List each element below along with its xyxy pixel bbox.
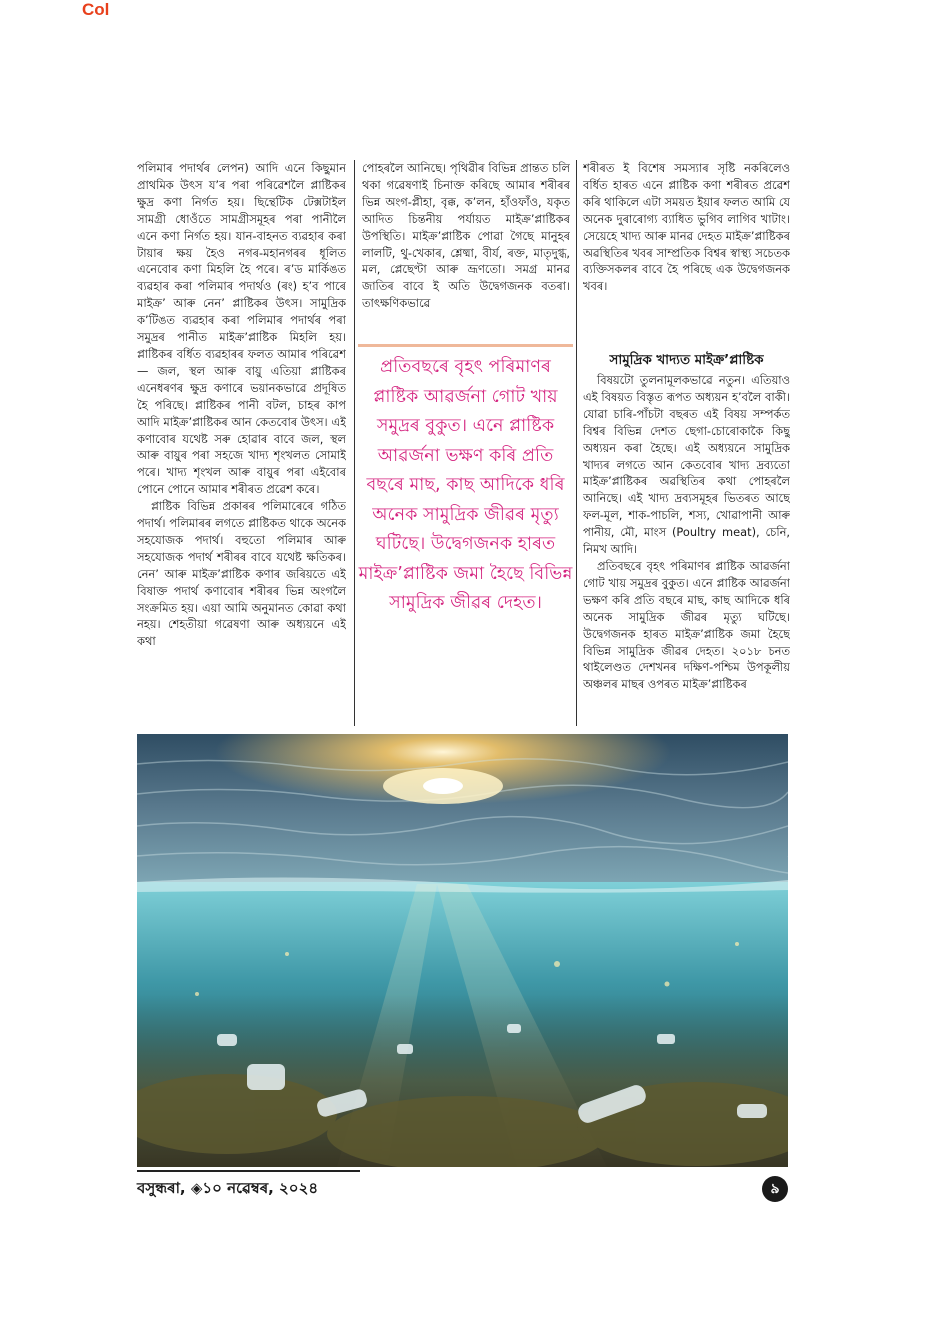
column-divider (576, 160, 577, 726)
corner-tag: Col (82, 0, 110, 19)
article-column-1 (137, 160, 346, 726)
column3-paragraph-1: শৰীৰত ই বিশেষ সমস্যাৰ সৃষ্টি নকৰিলেও বৰ্ধিত হাৰত এনে প্লাষ্টিক কণা শৰীৰত প্ৰৱেশ কৰি থাকিলে এটা সময়ত ইয়াৰ ফলত আমি যে অনেক দুৰাৰোগ্য ব্যাধিত ভুগিব লাগিব খাটাং। সেয়েহে খাদ্য আৰু মানৱ দেহত মাইক্ৰ’প্লাষ্টিকৰ অৱস্থিতিৰ খবৰ সাম্প্ৰতিক বিশ্বৰ স্বাস্থ্য সচেতক ব্যক্তিসকলৰ বাবে হৈ পৰিছে এক উদ্বেগজনক খবৰ। (583, 161, 790, 294)
column1-paragraph-1: পলিমাৰ পদাৰ্থৰ লেপন) আদি এনে কিছুমান প্ৰাথমিক উৎস য’ৰ পৰা পৰিৱেশলৈ প্লাষ্টিকৰ ক্ষুদ্ৰ কণা নিৰ্গত হয়। ছিন্থেটিক টেক্সটাইল সামগ্ৰী ধোওঁতে সামগ্ৰীসমূহৰ পৰা পানীলৈ এনে কণা নিৰ্গত হয়। যান-বাহনত ব্যৱহাৰ কৰা টায়াৰ ক্ষয় হৈও নগৰ-মহানগৰৰ ধূলিত এনেবোৰ কণা মিহলি হৈ পৰে। ৰ’ড মাৰ্কিঙত ব্যৱহাৰ কৰা পলিমাৰ পদাৰ্থও (ৰং) হ’ব পাৰে মাইক্ৰ’ আৰু নেন’ প্লাষ্টিকৰ উৎস। সামুদ্ৰিক ক’টিঙত ব্যৱহাৰ কৰা পলিমাৰ পদাৰ্থৰ পৰা সমুদ্ৰৰ পানীত মাইক্ৰ’প্লাষ্টিক মিহলি হয়। প্লাষ্টিকৰ বৰ্ধিত ব্যৱহাৰৰ ফলত আমাৰ পৰিৱেশ— জল, স্থল আৰু বায়ু এতিয়া প্লাষ্টিকৰ এনেধৰণৰ ক্ষুদ্ৰ কণাৰে ভয়ানকভাৱে প্ৰদূষিত হৈ পৰিছে। প্লাষ্টিকৰ পানী বটল, চাহৰ কাপ আদি মাইক্ৰ’প্লাষ্টিকৰ আন কেতবোৰ উৎস। এই কণাবোৰ যথেষ্ট সৰু হোৱাৰ বাবে জল, স্থল আৰু বায়ুৰ পৰা সহজে খাদ্য শৃংখলত সোমাই পৰে। খাদ্য শৃংখল আৰু বায়ুৰ পৰা এইবোৰ পোনে পোনে আমাৰ শৰীৰত প্ৰৱেশ কৰে। (137, 161, 346, 497)
column2-paragraph-1: পোহৰলৈ আনিছে। পৃথিৱীৰ বিভিন্ন প্ৰান্তত চলি থকা গৱেষণাই চিনাক্ত কৰিছে আমাৰ শৰীৰৰ ভিন্ন অংগ-প্লীহা, বৃক্ক, ক’লন, হাঁওফাঁও, যকৃত আদিত চিন্তনীয় পৰ্যায়ত মাইক্ৰ’প্লাষ্টিকৰ উপস্থিতি। মাইক্ৰ’প্লাষ্টিক পোৱা গৈছে মানুহৰ লালটি, থু-খেকাৰ, শ্লেষ্মা, বীৰ্য, ৰক্ত, মাতৃদুগ্ধ, মল, প্লেছেণ্টা আৰু ভ্ৰূণতো। সমগ্ৰ মানৱ জাতিৰ বাবে ই অতি উদ্বেগজনক বতৰা। তাৎক্ষণিকভাৱে (362, 161, 570, 311)
footer-rule (137, 1170, 360, 1172)
article-column-4 (583, 351, 790, 721)
page-number: ৯ (762, 1176, 788, 1202)
column-divider (354, 160, 355, 726)
column4-paragraph-1: বিষয়টো তুলনামূলকভাৱে নতুন। এতিয়াও এই বিষয়ত বিস্তৃত ৰূপত অধ্যয়ন হ’বলৈ বাকী। যোৱা চাৰি-পাঁচটা বছৰত এই বিষয় সম্পৰ্কত বিশ্বৰ বিভিন্ন দেশত ছেগা-চোৰোকাকৈ কিছু অধ্যয়ন কৰা হৈছে। এই অধ্যয়নে সামুদ্ৰিক খাদ্যৰ লগতে আন কেতবোৰ খাদ্য দ্ৰব্যতো মাইক্ৰ’প্লাষ্টিকৰ অৱস্থিতিৰ কথা পোহৰলৈ আনিছে। এই খাদ্য দ্ৰব্যসমূহৰ ভিতৰত আছে ফল-মূল, শাক-পাচলি, শস্য, খোৱাপানী আৰু পানীয়, মৌ, মাংস (Poultry meat), চেনি, নিমখ আদি। (583, 373, 790, 557)
masthead-date: বসুন্ধৰা, ◈১০ নৱেম্বৰ, ২০২৪ (137, 1179, 319, 1197)
column1-paragraph-2: প্লাষ্টিক বিভিন্ন প্ৰকাৰৰ পলিমাৰেৰে গঠিত পদাৰ্থ। পলিমাৰৰ লগতে প্লাষ্টিকত থাকে অনেক সহযোজক পদাৰ্থ। বহুতো পলিমাৰ আৰু সহযোজক পদাৰ্থ শৰীৰৰ বাবে যথেষ্ট ক্ষতিকৰ। নেন’ আৰু মাইক্ৰ’প্লাষ্টিক কণাৰ জৰিয়তে এই বিষাক্ত পদাৰ্থ কণাবোৰ শৰীৰৰ ভিন্ন অংগলৈ সংক্ৰমিত হয়। এয়া আমি অনুমানত কোৱা কথা নহয়। শেহতীয়া গৱেষণা আৰু অধ্যয়নে এই কথা (137, 499, 346, 649)
article-column-2 (362, 160, 570, 332)
ocean-plastic-photo (137, 734, 788, 1167)
article-column-3 (583, 160, 790, 323)
pull-quote: প্ৰতিবছৰে বৃহৎ পৰিমাণৰ প্লাষ্টিক আৱৰ্জনা গোট খায় সমুদ্ৰৰ বুকুত। এনে প্লাষ্টিক আৱৰ্জনা ভক্ষণ কৰি প্ৰতি বছৰে মাছ, কাছ আদিকে ধৰি অনেক সামুদ্ৰিক জীৱৰ মৃত্যু ঘটিছে। উদ্বেগজনক হাৰত মাইক্ৰ’প্লাষ্টিক জমা হৈছে বিভিন্ন সামুদ্ৰিক জীৱৰ দেহত। (358, 344, 573, 725)
section-heading: সামুদ্ৰিক খাদ্যত মাইক্ৰ’প্লাষ্টিক (609, 353, 764, 368)
column4-paragraph-2: প্ৰতিবছৰে বৃহৎ পৰিমাণৰ প্লাষ্টিক আৱৰ্জনা গোট খায় সমুদ্ৰৰ বুকুত। এনে প্লাষ্টিক আৱৰ্জনা ভক্ষণ কৰি প্ৰতি বছৰে মাছ, কাছ আদিকে ধৰি অনেক সামুদ্ৰিক জীৱৰ মৃত্যু ঘটিছে। উদ্বেগজনক হাৰত মাইক্ৰ’প্লাষ্টিক জমা হৈছে বিভিন্ন সামুদ্ৰিক জীৱৰ দেহত। ২০১৮ চনত থাইলেণ্ডত দেশখনৰ দক্ষিণ-পশ্চিম উপকূলীয় অঞ্চলৰ মাছৰ ওপৰত মাইক্ৰ’প্লাষ্টিকৰ (583, 558, 790, 692)
